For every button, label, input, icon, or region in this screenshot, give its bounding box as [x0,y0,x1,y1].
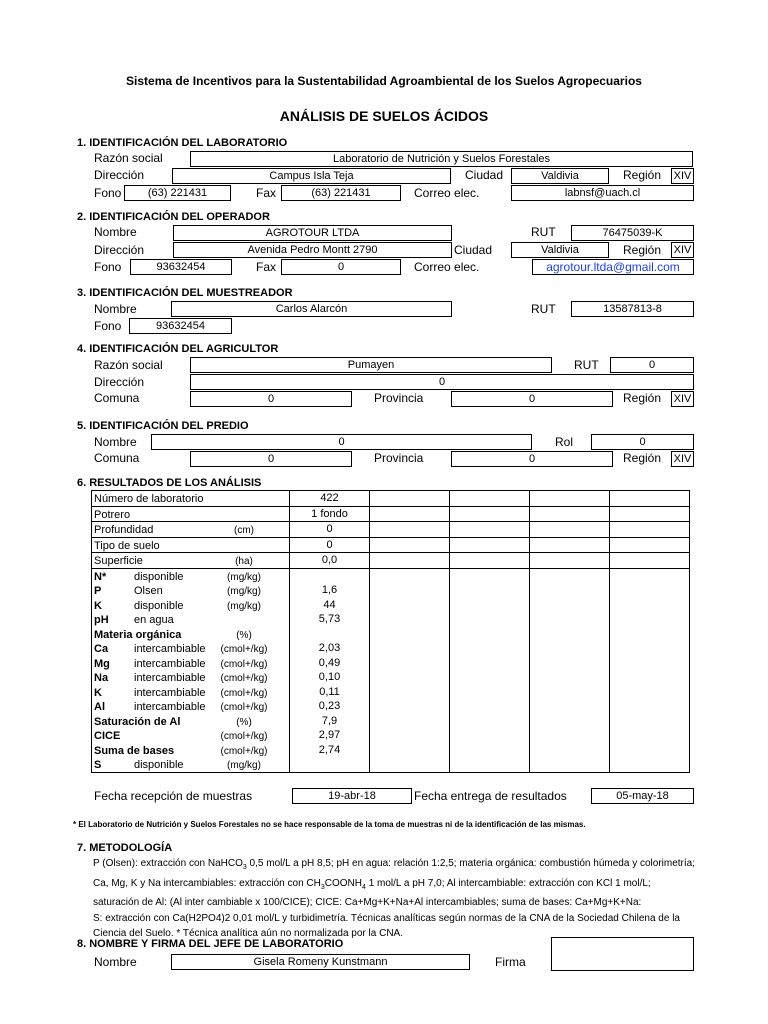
param-symbol: Mg [94,657,110,670]
result-value: 0,49 [290,656,370,671]
empty-sample-cell [530,553,610,569]
pr-comuna-label: Comuna [94,451,140,465]
section-6-heading: 6. RESULTADOS DE LOS ANÁLISIS [77,477,262,489]
ag-rut-label: RUT [574,358,599,372]
empty-sample-cell [530,612,610,627]
results-table [91,490,690,773]
table-row [92,598,690,613]
empty-sample-cell [450,728,530,743]
empty-sample-cell [530,506,610,522]
ag-razon-label: Razón social [94,358,163,372]
param-descriptor: disponible [134,599,184,612]
empty-sample-cell [530,656,610,671]
pr-rol-field[interactable]: 0 [591,434,694,450]
empty-sample-cell [530,522,610,538]
param-symbol: Na [94,672,109,684]
row-label [92,612,290,627]
op-correo-link[interactable]: agrotour.ltda@gmail.com [532,259,694,275]
empty-sample-cell [610,612,690,627]
table-row [92,553,690,569]
empty-sample-cell [530,598,610,613]
param-name: Profundidad [94,524,154,536]
empty-sample-cell [530,568,610,583]
table-row [92,627,690,642]
jefe-nombre-field[interactable]: Gisela Romeny Kunstmann [171,954,470,970]
table-row [92,699,690,714]
empty-sample-cell [530,757,610,772]
table-row [92,491,690,507]
table-row [92,583,690,598]
result-value: 2,03 [290,641,370,656]
lab-region-label: Región [623,168,662,182]
empty-sample-cell [450,506,530,522]
pr-provincia-field[interactable]: 0 [451,451,613,467]
op-correo-label: Correo elec. [414,260,480,274]
param-descriptor: intercambiable [134,701,206,713]
lab-fax-label: Fax [256,186,277,200]
result-value: 1,6 [290,583,370,598]
empty-sample-cell [450,757,530,772]
empty-sample-cell [450,537,530,553]
table-row [92,537,690,553]
op-fono-field[interactable]: 93632454 [130,259,232,275]
param-symbol: K [94,686,102,699]
empty-sample-cell [610,506,690,522]
result-value [290,757,370,772]
empty-sample-cell [370,656,450,671]
result-value: 0,0 [290,553,370,569]
result-value: 0,23 [290,699,370,714]
empty-sample-cell [450,522,530,538]
table-row [92,641,690,656]
param-unit: (cmol+/kg) [220,658,268,670]
empty-sample-cell [610,656,690,671]
result-value: 1 fondo [290,506,370,522]
param-unit: (mg/kg) [227,571,261,583]
recepcion-date[interactable]: 19-abr-18 [292,788,412,804]
mu-nombre-label: Nombre [94,302,137,316]
param-descriptor: intercambiable [134,643,206,655]
empty-sample-cell [610,598,690,613]
section-1-heading: 1. IDENTIFICACIÓN DEL LABORATORIO [77,137,288,149]
empty-sample-cell [450,641,530,656]
row-label [92,699,290,714]
row-label [92,670,290,685]
param-unit: (cmol+/kg) [220,745,268,757]
result-value: 2,97 [290,728,370,743]
op-fax-field[interactable]: 0 [281,259,401,275]
empty-sample-cell [450,491,530,507]
empty-sample-cell [450,699,530,714]
param-descriptor: en agua [134,614,174,626]
result-value: 44 [290,598,370,613]
firma-box[interactable] [551,937,694,971]
row-label [92,757,290,772]
empty-sample-cell [610,757,690,772]
result-value: 422 [290,491,370,507]
empty-sample-cell [450,670,530,685]
empty-sample-cell [370,714,450,729]
lab-ciudad-label: Ciudad [465,168,504,182]
row-label [92,491,290,507]
param-symbol: Al [94,701,105,713]
empty-sample-cell [450,743,530,758]
row-label [92,656,290,671]
empty-sample-cell [450,612,530,627]
lab-razon-field[interactable]: Laboratorio de Nutrición y Suelos Forestales [190,151,693,167]
row-label [92,522,290,538]
table-row [92,743,690,758]
empty-sample-cell [370,685,450,700]
result-value: 0,10 [290,670,370,685]
lab-correo-field[interactable]: labnsf@uach.cl [511,185,694,201]
param-symbol: P [94,585,102,597]
empty-sample-cell [530,491,610,507]
op-fax-label: Fax [256,260,277,274]
op-ciudad-label: Ciudad [454,243,493,257]
empty-sample-cell [370,641,450,656]
pr-region-label: Región [623,451,662,465]
op-dir-field[interactable]: Avenida Pedro Montt 2790 [173,242,452,258]
pr-comuna-field[interactable]: 0 [190,451,352,467]
ag-comuna-field[interactable]: 0 [190,391,352,407]
lab-correo-label: Correo elec. [414,186,480,200]
op-nombre-field[interactable]: AGROTOUR LTDA [173,225,452,241]
empty-sample-cell [370,699,450,714]
result-value: 2,74 [290,743,370,758]
lab-razon-label: Razón social [94,151,163,165]
empty-sample-cell [370,537,450,553]
section-3-heading: 3. IDENTIFICACIÓN DEL MUESTREADOR [77,287,293,299]
param-unit: (mg/kg) [227,760,261,771]
table-row [92,612,690,627]
empty-sample-cell [370,627,450,642]
ag-provincia-label: Provincia [374,391,424,405]
param-descriptor: intercambiable [134,672,206,684]
empty-sample-cell [610,728,690,743]
ag-dir-label: Dirección [94,375,145,389]
op-ciudad-field[interactable]: Valdivia [511,242,609,258]
table-row [92,728,690,743]
entrega-date[interactable]: 05-may-18 [591,788,694,804]
empty-sample-cell [610,670,690,685]
empty-sample-cell [610,583,690,598]
ag-provincia-field[interactable]: 0 [451,391,613,407]
param-unit: (ha) [235,556,253,567]
pr-provincia-label: Provincia [374,451,424,465]
firma-label: Firma [495,955,526,969]
row-label [92,685,290,700]
empty-sample-cell [530,743,610,758]
jefe-nombre-label: Nombre [94,955,137,969]
empty-sample-cell [370,506,450,522]
ag-dir-field[interactable]: 0 [190,374,694,390]
ag-region-label: Región [623,391,662,405]
mu-rut-label: RUT [531,302,556,316]
section-4-heading: 4. IDENTIFICACIÓN DEL AGRICULTOR [77,343,279,355]
param-descriptor: intercambiable [134,657,206,670]
empty-sample-cell [610,699,690,714]
empty-sample-cell [370,743,450,758]
empty-sample-cell [450,627,530,642]
empty-sample-cell [530,537,610,553]
pr-region-field[interactable]: XIV [671,451,694,467]
empty-sample-cell [610,714,690,729]
empty-sample-cell [370,522,450,538]
empty-sample-cell [450,598,530,613]
op-fono-label: Fono [94,260,122,274]
empty-sample-cell [370,568,450,583]
lab-fono-field[interactable]: (63) 221431 [124,185,231,201]
empty-sample-cell [370,553,450,569]
ag-rut-field[interactable]: 0 [610,357,694,373]
param-unit: (%) [236,716,252,728]
param-name: Superficie [94,555,143,567]
param-unit: (mg/kg) [227,600,261,612]
table-row [92,656,690,671]
system-title: Sistema de Incentivos para la Sustentabilidad Agroambiental de los Suelos Agropecuarios [126,74,642,88]
row-label [92,598,290,613]
row-label [92,743,290,758]
empty-sample-cell [450,656,530,671]
metodologia-text: P (Olsen): extracción con NaHCO$_3$ 0,5 mol/L a pH 8,5; pH en agua: relación 1:2,5; materia orgánica: combustión húmeda y colorimetría; Ca, Mg, K y Na intercambiables: extracción con $CH_3COONH_4$ 1 mol/L a pH 7,0; Al intercambiable: extracción con KCl 1 mol/L; saturación de Al: (Al inter cambiable x 100/CICE); CICE: Ca+Mg+K+Na+Al intercambiables; suma de bases: Ca+Mg+K+Na: S: extracción con Ca(H2PO4)2 0,01 mol/L y turbidimetría. Técnicas analíticas según normas de la CNA de la Sociedad Chilena de la Ciencia del Suelo. * Técnica analítica aún no normalizada por la CNA. [93,858,695,939]
param-name: Tipo de suelo [94,539,160,552]
section-2-heading: 2. IDENTIFICACIÓN DEL OPERADOR [77,211,270,223]
table-row [92,757,690,772]
param-symbol: S [94,759,102,771]
param-name: Suma de bases [94,744,175,757]
disclaimer: * El Laboratorio de Nutrición y Suelos Forestales no se hace responsable de la toma de muestras ni de la identificación de las mismas. [73,820,586,829]
op-rut-field[interactable]: 76475039-K [571,225,694,241]
result-value: 0 [290,537,370,553]
empty-sample-cell [370,583,450,598]
param-descriptor: intercambiable [134,686,206,699]
param-descriptor: disponible [134,759,184,771]
empty-sample-cell [450,568,530,583]
empty-sample-cell [450,583,530,598]
empty-sample-cell [610,641,690,656]
result-value: 7,9 [290,714,370,729]
param-symbol: K [94,599,102,612]
op-rut-label: RUT [531,225,556,239]
op-dir-label: Dirección [94,243,145,257]
pr-nombre-label: Nombre [94,435,137,449]
section-8-heading: 8. NOMBRE Y FIRMA DEL JEFE DE LABORATORIO [77,938,344,950]
row-label [92,728,290,743]
ag-razon-field[interactable]: Pumayen [190,357,552,373]
mu-fono-field[interactable]: 93632454 [129,318,232,334]
param-unit: (mg/kg) [227,586,261,597]
ag-region-field[interactable]: XIV [671,391,694,407]
empty-sample-cell [530,627,610,642]
document-title: ANÁLISIS DE SUELOS ÁCIDOS [279,108,489,124]
op-region-field[interactable]: XIV [671,242,694,258]
table-row [92,670,690,685]
entrega-label: Fecha entrega de resultados [414,789,567,803]
mu-fono-label: Fono [94,319,122,333]
empty-sample-cell [610,491,690,507]
row-label [92,641,290,656]
empty-sample-cell [370,728,450,743]
op-nombre-label: Nombre [94,225,137,239]
param-symbol: Ca [94,643,109,655]
result-value [290,568,370,583]
empty-sample-cell [370,612,450,627]
row-label [92,568,290,583]
param-symbol: N* [94,570,107,583]
empty-sample-cell [610,553,690,569]
empty-sample-cell [530,670,610,685]
result-value: 5,73 [290,612,370,627]
section-7-heading: 7. METODOLOGÍA [77,842,173,854]
row-label [92,537,290,553]
param-descriptor: disponible [134,570,184,583]
table-row [92,506,690,522]
empty-sample-cell [610,568,690,583]
result-value: 0 [290,522,370,538]
lab-fono-label: Fono [94,186,122,200]
empty-sample-cell [370,598,450,613]
row-label [92,627,290,642]
empty-sample-cell [370,491,450,507]
param-name: Número de laboratorio [94,493,204,505]
empty-sample-cell [370,757,450,772]
recepcion-label: Fecha recepción de muestras [94,789,253,803]
row-label [92,506,290,522]
mu-rut-field[interactable]: 13587813-8 [571,301,694,317]
table-row [92,568,690,583]
lab-ciudad-field[interactable]: Valdivia [511,168,609,184]
empty-sample-cell [610,537,690,553]
param-unit: (cm) [234,525,254,536]
section-5-heading: 5. IDENTIFICACIÓN DEL PREDIO [77,420,249,432]
row-label [92,583,290,598]
row-label [92,714,290,729]
param-unit: (%) [236,629,252,641]
lab-fax-field[interactable]: (63) 221431 [281,185,401,201]
empty-sample-cell [610,743,690,758]
empty-sample-cell [530,699,610,714]
param-unit: (cmol+/kg) [220,731,268,742]
empty-sample-cell [450,714,530,729]
empty-sample-cell [450,553,530,569]
param-unit: (cmol+/kg) [220,687,268,699]
row-label [92,553,290,569]
param-descriptor: Olsen [134,585,163,597]
table-row [92,714,690,729]
param-name: Saturación de Al [94,715,181,728]
empty-sample-cell [610,522,690,538]
param-name: CICE [94,730,121,742]
empty-sample-cell [530,583,610,598]
empty-sample-cell [530,728,610,743]
param-unit: (cmol+/kg) [220,702,268,713]
param-name: Potrero [94,508,131,521]
empty-sample-cell [610,627,690,642]
param-symbol: pH [94,614,109,626]
result-value [290,627,370,642]
lab-dir-field[interactable]: Campus Isla Teja [172,168,451,184]
param-unit: (cmol+/kg) [220,644,268,655]
empty-sample-cell [610,685,690,700]
ag-comuna-label: Comuna [94,391,140,405]
lab-region-field[interactable]: XIV [671,168,694,184]
pr-nombre-field[interactable]: 0 [151,434,532,450]
table-row [92,685,690,700]
empty-sample-cell [370,670,450,685]
param-name: Materia orgánica [94,628,182,641]
lab-dir-label: Dirección [94,168,145,182]
pr-rol-label: Rol [555,435,574,449]
empty-sample-cell [530,641,610,656]
table-row [92,522,690,538]
param-unit: (cmol+/kg) [220,673,268,684]
empty-sample-cell [530,714,610,729]
empty-sample-cell [530,685,610,700]
result-value: 0,11 [290,685,370,700]
empty-sample-cell [450,685,530,700]
op-region-label: Región [623,243,662,257]
mu-nombre-field[interactable]: Carlos Alarcón [171,301,452,317]
